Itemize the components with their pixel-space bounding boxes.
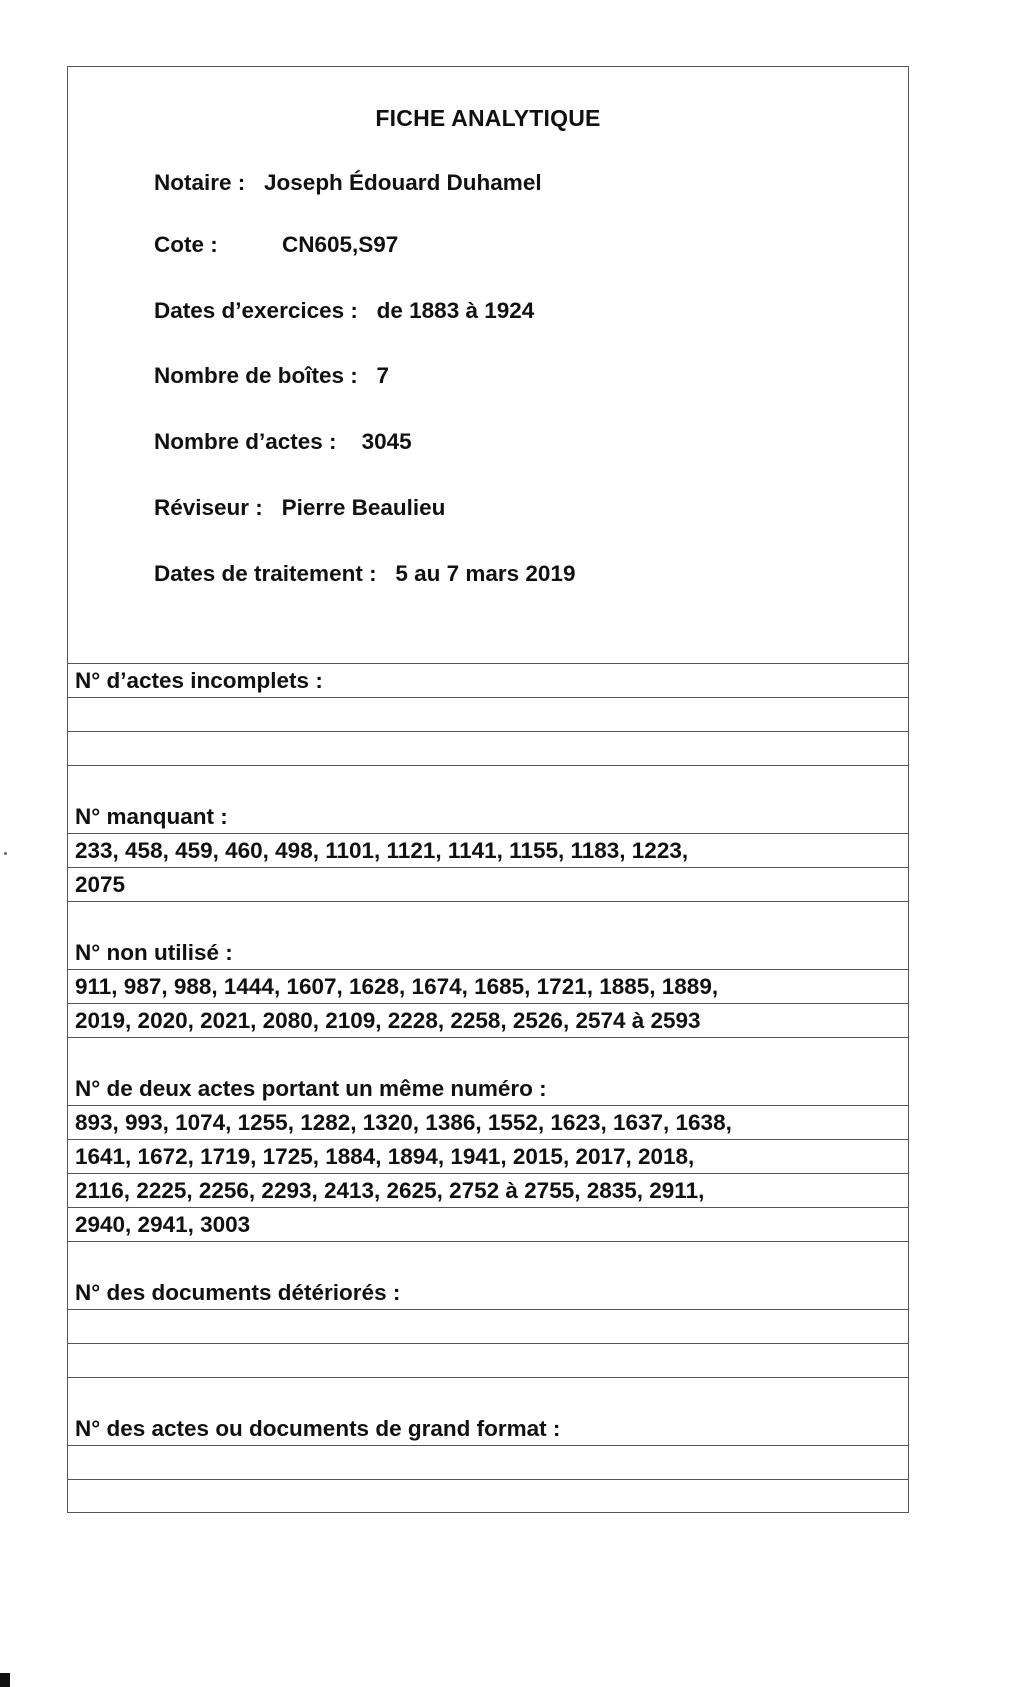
- section-line[interactable]: [68, 902, 908, 936]
- field-nombre-boites: [154, 363, 389, 389]
- section-deux-actes: [68, 1072, 908, 1276]
- section-line[interactable]: 893, 993, 1074, 1255, 1282, 1320, 1386, 1552, 1623, 1637, 1638,: [68, 1106, 908, 1140]
- field-value: CN605,S97: [282, 232, 399, 257]
- field-nombre-actes: [154, 429, 412, 455]
- section-line[interactable]: [68, 1344, 908, 1378]
- field-value: Joseph Édouard Duhamel: [264, 170, 542, 195]
- field-dates-traitement: [154, 561, 575, 587]
- section-label: N° non utilisé :: [68, 936, 908, 970]
- sheet-title: FICHE ANALYTIQUE: [375, 105, 601, 131]
- section-label: N° manquant :: [68, 800, 908, 834]
- section-line[interactable]: 233, 458, 459, 460, 498, 1101, 1121, 1141, 1155, 1183, 1223,: [68, 834, 908, 868]
- sheet-header: [68, 67, 908, 664]
- section-line[interactable]: 2940, 2941, 3003: [68, 1208, 908, 1242]
- field-label: Cote :: [154, 232, 218, 257]
- field-value: 3045: [361, 429, 412, 454]
- section-line[interactable]: 2019, 2020, 2021, 2080, 2109, 2228, 2258, 2526, 2574 à 2593: [68, 1004, 908, 1038]
- section-line[interactable]: [68, 1038, 908, 1072]
- field-value: 5 au 7 mars 2019: [395, 561, 576, 586]
- section-line[interactable]: [68, 1242, 908, 1276]
- section-line[interactable]: [68, 698, 908, 732]
- section-line[interactable]: [68, 1480, 908, 1514]
- field-label: Dates d’exercices :: [154, 298, 358, 323]
- section-deteriores: [68, 1276, 908, 1412]
- section-line[interactable]: 1641, 1672, 1719, 1725, 1884, 1894, 1941, 2015, 2017, 2018,: [68, 1140, 908, 1174]
- section-line[interactable]: [68, 1378, 908, 1412]
- section-line[interactable]: [68, 1446, 908, 1480]
- section-line[interactable]: [68, 732, 908, 766]
- field-value: de 1883 à 1924: [376, 298, 535, 323]
- section-incomplets: [68, 664, 908, 800]
- section-non-utilise: [68, 936, 908, 1072]
- field-value: 7: [376, 363, 390, 388]
- field-label: Nombre de boîtes :: [154, 363, 358, 388]
- section-manquant: [68, 800, 908, 936]
- section-grand-format: [68, 1412, 908, 1514]
- field-notaire: [154, 170, 542, 196]
- section-line[interactable]: [68, 766, 908, 800]
- field-dates-exercices: [154, 298, 534, 324]
- section-label: N° de deux actes portant un même numéro :: [68, 1072, 908, 1106]
- section-label: N° des actes ou documents de grand format :: [68, 1412, 908, 1446]
- field-reviseur: [154, 495, 445, 521]
- scan-corner-mark: [0, 1673, 10, 1687]
- section-line[interactable]: 2116, 2225, 2256, 2293, 2413, 2625, 2752 à 2755, 2835, 2911,: [68, 1174, 908, 1208]
- section-line[interactable]: [68, 1310, 908, 1344]
- field-cote: [154, 232, 398, 258]
- section-line[interactable]: 2075: [68, 868, 908, 902]
- section-label: N° des documents détériorés :: [68, 1276, 908, 1310]
- analytic-sheet: [67, 66, 909, 1513]
- field-label: Dates de traitement :: [154, 561, 377, 586]
- field-label: Notaire :: [154, 170, 246, 195]
- section-line[interactable]: 911, 987, 988, 1444, 1607, 1628, 1674, 1685, 1721, 1885, 1889,: [68, 970, 908, 1004]
- field-value: Pierre Beaulieu: [281, 495, 446, 520]
- field-label: Réviseur :: [154, 495, 263, 520]
- field-label: Nombre d’actes :: [154, 429, 337, 454]
- section-label: N° d’actes incomplets :: [68, 664, 908, 698]
- scan-speck: [4, 852, 7, 855]
